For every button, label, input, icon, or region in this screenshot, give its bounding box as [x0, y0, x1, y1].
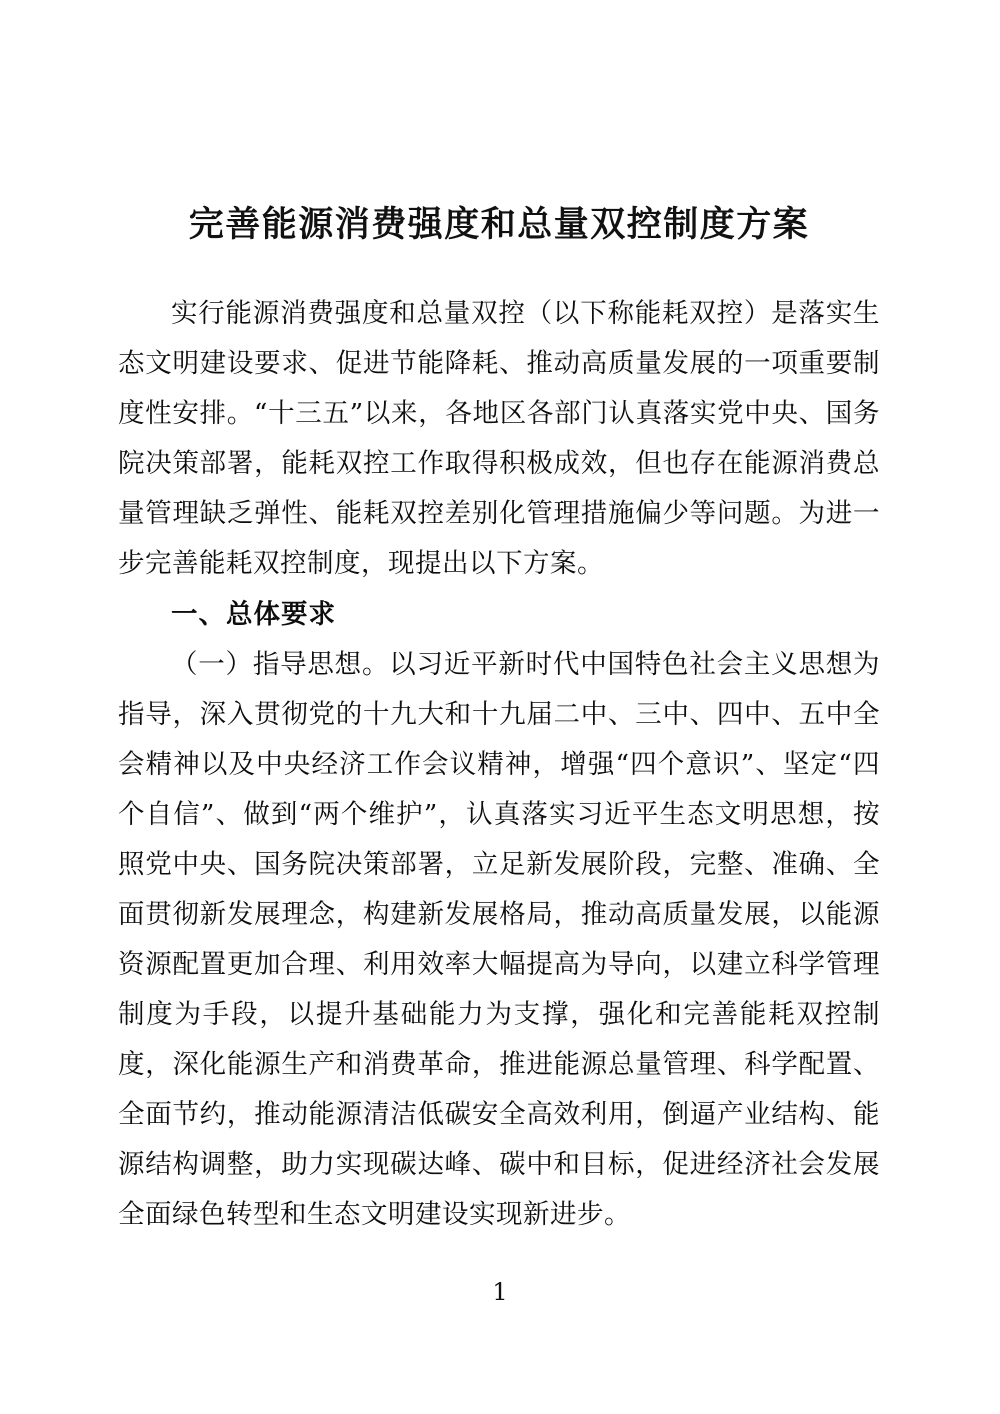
page-title: 完善能源消费强度和总量双控制度方案 — [188, 204, 810, 245]
section-heading-overall-requirements: 一、总体要求 — [171, 599, 336, 630]
paragraph-guiding-ideology: （一）指导思想。以习近平新时代中国特色社会主义思想为指导，深入贯彻党的十九大和十九届二中、三中、四中、五中全会精神以及中央经济工作会议精神，增强“四个意识”、坚定“四个自信”、做到“两个维护”，认真落实习近平生态文明思想，按照党中央、国务院决策部署，立足新发展阶段，完整、准确、全面贯彻新发展理念，构建新发展格局，推动高质量发展，以能源资源配置更加合理、利用效率大幅提高为导向，以建立科学管理制度为手段，以提升基础能力为支撑，强化和完善能耗双控制度，深化能源生产和消费革命，推进能源总量管理、科学配置、全面节约，推动能源清洁低碳安全高效利用，倒逼产业结构、能源结构调整，助力实现碳达峰、碳中和目标，促进经济社会发展全面绿色转型和生态文明建设实现新进步。 — [118, 649, 880, 1230]
page-number: 1 — [492, 1278, 508, 1306]
paragraph-intro: 实行能源消费强度和总量双控（以下称能耗双控）是落实生态文明建设要求、促进节能降耗、推动高质量发展的一项重要制度性安排。“十三五”以来，各地区各部门认真落实党中央、国务院决策部署，能耗双控工作取得积极成效，但也存在能源消费总量管理缺乏弹性、能耗双控差别化管理措施偏少等问题。为进一步完善能耗双控制度，现提出以下方案。 — [118, 298, 880, 579]
